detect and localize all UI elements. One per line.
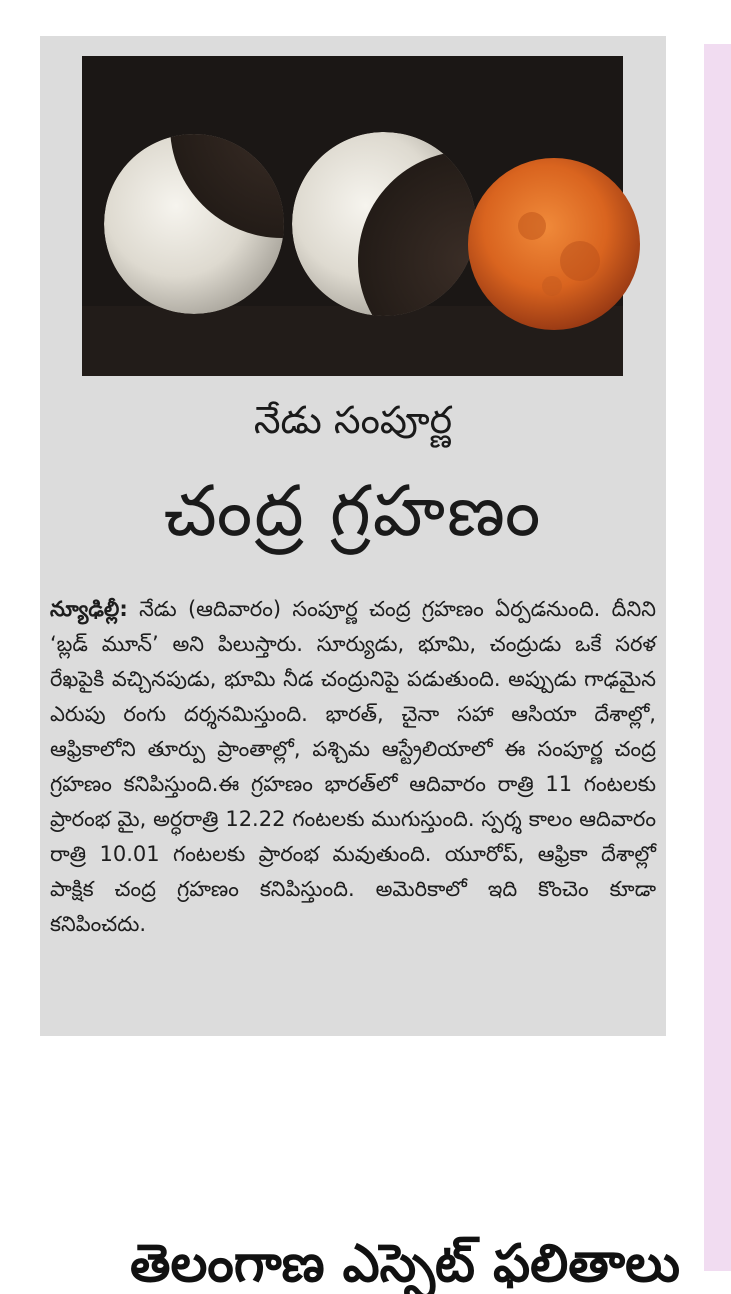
next-article-headline-text: తెలంగాణ ఎస్సెట్ ఫలితాలు [130, 1233, 680, 1294]
news-article [40, 36, 666, 1036]
right-side-panel [704, 44, 731, 1271]
next-article-headline [130, 1232, 680, 1294]
headline-line-2: చంద్ర గ్రహణం [163, 470, 543, 552]
dateline: న్యూఢిల్లీ: [50, 597, 128, 621]
lunar-eclipse-photo [82, 56, 623, 376]
article-body-text: నేడు (ఆదివారం) సంపూర్ణ చంద్ర గ్రహణం ఏర్పడనుంది. దీనిని ‘బ్లడ్ మూన్’ అని పిలుస్తారు. సూర్యుడు, భూమి, చంద్రుడు ఒకే సరళ రేఖపైకి వచ్చినపుడు, భూమి నీడ చంద్రునిపై పడుతుంది. అప్పుడు గాఢమైన ఎరుపు రంగు దర్శనమిస్తుంది. భారత్, చైనా సహా ఆసియా దేశాల్లో, ఆఫ్రికాలోని తూర్పు ప్రాంతాల్లో, పశ్చిమ ఆస్ట్రేలియాలో ఈ సంపూర్ణ చంద్ర గ్రహణం కనిపిస్తుంది.ఈ గ్రహణం భారత్‌లో ఆదివారం రాత్రి 11 గంటలకు ప్రారంభ మై, అర్ధరాత్రి 12.22 గంటలకు ముగుస్తుంది. స్పర్శ కాలం ఆదివారం రాత్రి 10.01 గంటలకు ప్రారంభ మవుతుంది. యూరోప్, ఆఫ్రికా దేశాల్లో పాక్షిక చంద్ర గ్రహణం కనిపిస్తుంది. అమెరికాలో ఇది కొంచెం కూడా కనిపించదు. [50, 597, 656, 936]
moon-blood [468, 158, 640, 330]
headline-line-1: నేడు సంపూర్ణ [253, 398, 453, 442]
lunar-eclipse-image [82, 56, 623, 376]
article-body [50, 592, 656, 942]
